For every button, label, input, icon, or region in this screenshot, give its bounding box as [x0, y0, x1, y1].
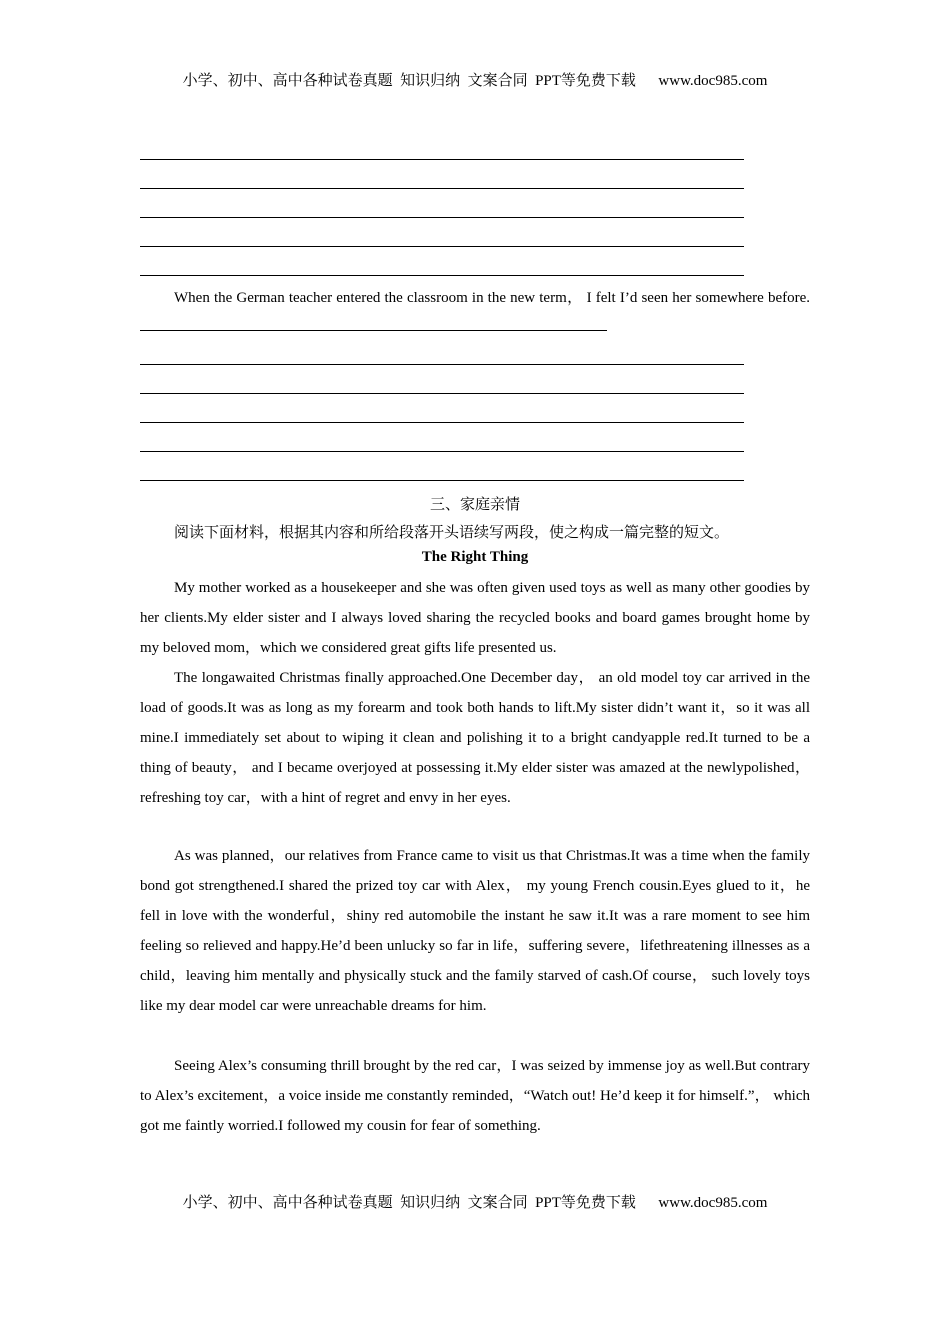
answer-line[interactable]: [140, 393, 744, 394]
story-paragraph: Seeing Alex’s consuming thrill brought by the red car，I was seized by immense joy as well.But contrary to Alex’s excitement，a voice inside me constantly reminded，“Watch out! He’d keep it for himself.”， which got me faintly worried.I followed my cousin for fear of something.: [140, 1058, 810, 1134]
page-header: 小学、初中、高中各种试卷真题 知识归纳 文案合同 PPT等免费下载 www.doc985.com: [182, 73, 768, 89]
answer-line[interactable]: [140, 480, 744, 481]
inline-answer-blank[interactable]: [140, 316, 607, 331]
continuation-prompt: When the German teacher entered the classroom in the new term， I felt I’d seen her somewhere before.: [140, 284, 810, 342]
story-title: The Right Thing: [421, 549, 529, 565]
answer-line[interactable]: [140, 217, 744, 218]
answer-line[interactable]: [140, 246, 744, 247]
answer-line[interactable]: [140, 451, 744, 452]
answer-line[interactable]: [140, 159, 744, 160]
page-footer: 小学、初中、高中各种试卷真题 知识归纳 文案合同 PPT等免费下载 www.doc985.com: [182, 1195, 768, 1211]
answer-line[interactable]: [140, 422, 744, 423]
section-heading: 三、家庭亲情: [429, 497, 520, 513]
answer-line[interactable]: [140, 188, 744, 189]
story-paragraph: As was planned，our relatives from France came to visit us that Christmas.It was a time when the family bond got strengthened.I shared the prized toy car with Alex， my young French cousin.Eyes glued to it，he fell in love with the wonderful，shiny red automobile the instant he saw it.It was a rare moment to see him feeling so relieved and happy.He’d been unlucky so far in life，suffering severe，lifethreatening illnesses as a child，leaving him mentally and physically stuck and the family starved of cash.Of course， such lovely toys like my dear model car were unreachable dreams for him.: [140, 848, 810, 1014]
story-paragraph: The longawaited Christmas finally approached.One December day， an old model toy car arrived in the load of goods.It was as long as my forearm and took both hands to lift.My sister didn’t want it，so it was all mine.I immediately set about to wiping it clean and polishing it to a bright candyapple red.It turned to be a thing of beauty， and I became overjoyed at possessing it.My elder sister was amazed at the newlypolished，refreshing toy car，with a hint of regret and envy in her eyes.: [140, 670, 810, 806]
answer-line[interactable]: [140, 364, 744, 365]
answer-line[interactable]: [140, 275, 744, 276]
section-instruction: 阅读下面材料，根据其内容和所给段落开头语续写两段，使之构成一篇完整的短文。: [174, 525, 730, 541]
story-paragraph: My mother worked as a housekeeper and she was often given used toys as well as many other goodies by her clients.My elder sister and I always loved sharing the recycled books and board games brought home by my beloved mom，which we considered great gifts life presented us.: [140, 580, 810, 656]
